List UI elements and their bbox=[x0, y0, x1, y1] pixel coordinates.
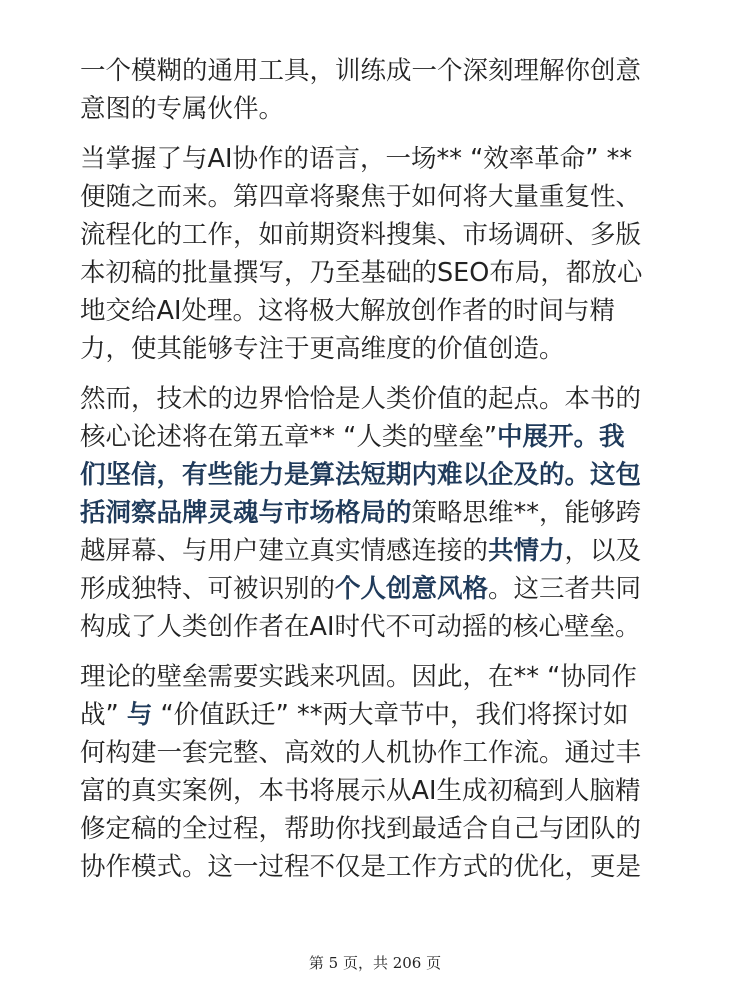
text-line bbox=[80, 292, 680, 330]
text-line bbox=[80, 494, 680, 532]
text-line bbox=[80, 418, 680, 456]
text-run: “价值跃迁” **两大章节中，我们将探讨如 bbox=[152, 700, 629, 730]
text-run: 战” bbox=[80, 700, 127, 730]
text-run: 便随之而来。第四章将聚焦于如何将大量重复性、 bbox=[80, 182, 642, 212]
text-line bbox=[80, 330, 680, 368]
text-line bbox=[80, 456, 680, 494]
text-run: 构成了人类创作者在AI时代不可动摇的核心壁垒。 bbox=[80, 612, 641, 642]
text-line bbox=[80, 140, 680, 178]
text-run: 越屏幕、与用户建立真实情感连接的 bbox=[80, 536, 489, 566]
text-run: 形成独特、可被识别的 bbox=[80, 574, 336, 604]
text-run: 然而，技术的边界恰恰是人类价值的起点。本书的 bbox=[80, 384, 642, 414]
text-run: ，以及 bbox=[564, 536, 642, 566]
text-run: 协作模式。这一过程不仅是工作方式的优化，更是 bbox=[80, 852, 642, 882]
text-run: 当掌握了与AI协作的语言，一场** “效率革命” ** bbox=[80, 144, 633, 174]
text-run: 修定稿的全过程，帮助你找到最适合自己与团队的 bbox=[80, 814, 642, 844]
bold-text: 个人创意风格 bbox=[335, 574, 489, 604]
text-run: 地交给AI处理。这将极大解放创作者的时间与精 bbox=[80, 296, 615, 326]
text-run: 。这三者共同 bbox=[488, 574, 642, 604]
bold-text: 中展开。我 bbox=[497, 422, 625, 452]
paragraph bbox=[80, 52, 680, 128]
paragraph bbox=[80, 140, 680, 368]
text-line bbox=[80, 696, 680, 734]
paragraph bbox=[80, 658, 680, 886]
text-line bbox=[80, 810, 680, 848]
bold-text: 共情力 bbox=[488, 536, 565, 566]
text-line bbox=[80, 216, 680, 254]
text-run: 一个模糊的通用工具，训练成一个深刻理解你创意 bbox=[80, 56, 642, 86]
text-run: 策略思维**，能够跨 bbox=[411, 498, 642, 528]
page-body bbox=[80, 52, 680, 898]
page-number-footer: 第 5 页，共 206 页 bbox=[308, 954, 442, 972]
text-run: 本初稿的批量撰写，乃至基础的SEO布局，都放心 bbox=[80, 258, 643, 288]
text-run: 力，使其能够专注于更高维度的价值创造。 bbox=[80, 334, 565, 364]
text-line bbox=[80, 532, 680, 570]
text-line bbox=[80, 608, 680, 646]
text-line bbox=[80, 178, 680, 216]
text-line bbox=[80, 90, 680, 128]
text-line bbox=[80, 734, 680, 772]
paragraph bbox=[80, 380, 680, 646]
text-line bbox=[80, 380, 680, 418]
bold-text: 括洞察品牌灵魂与市场格局的 bbox=[80, 498, 412, 528]
text-run: 何构建一套完整、高效的人机协作工作流。通过丰 bbox=[80, 738, 642, 768]
text-run: 理论的壁垒需要实践来巩固。因此，在** “协同作 bbox=[80, 662, 637, 692]
bold-text: 们坚信，有些能力是算法短期内难以企及的。这包 bbox=[80, 460, 642, 490]
text-line bbox=[80, 254, 680, 292]
text-run: 核心论述将在第五章** “人类的壁垒” bbox=[80, 422, 498, 452]
bold-text: 与 bbox=[126, 700, 153, 730]
text-line bbox=[80, 570, 680, 608]
text-line bbox=[80, 52, 680, 90]
text-run: 流程化的工作，如前期资料搜集、市场调研、多版 bbox=[80, 220, 642, 250]
text-run: 富的真实案例，本书将展示从AI生成初稿到人脑精 bbox=[80, 776, 641, 806]
text-line bbox=[80, 848, 680, 886]
text-line bbox=[80, 658, 680, 696]
text-line bbox=[80, 772, 680, 810]
text-run: 意图的专属伙伴。 bbox=[80, 94, 285, 124]
